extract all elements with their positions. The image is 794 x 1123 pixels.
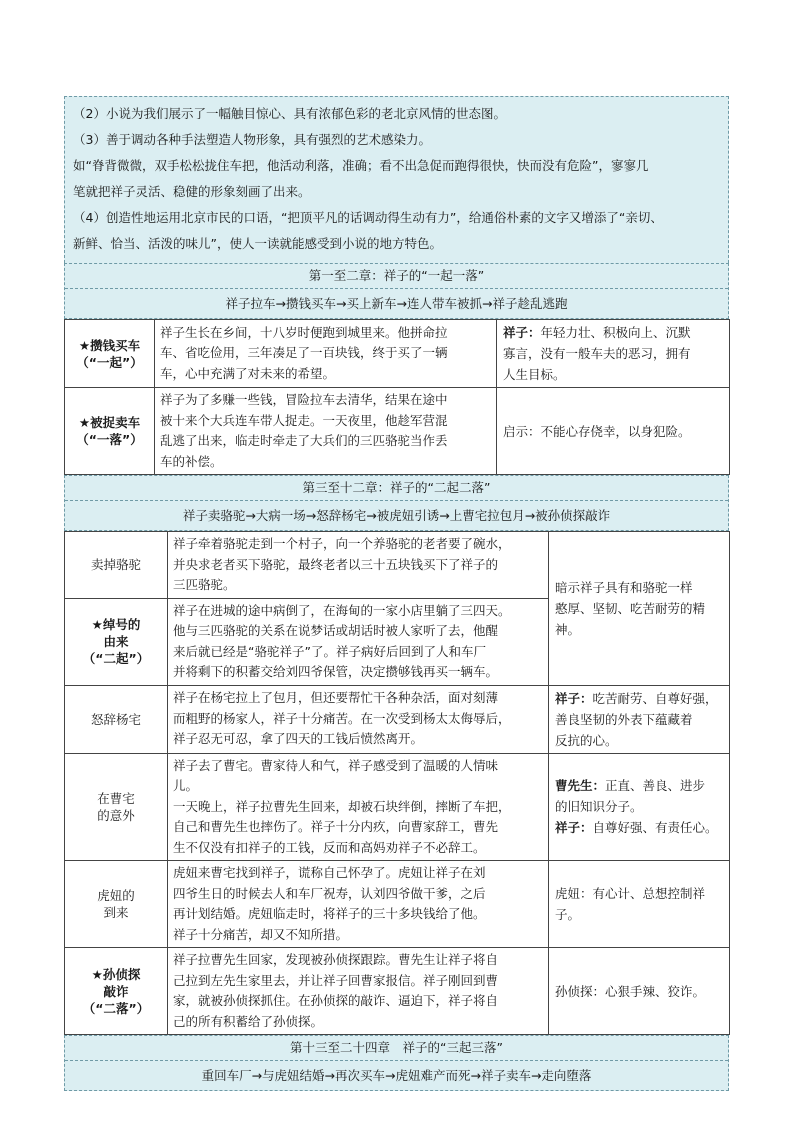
part1-header (64, 263, 729, 319)
feature-3-example-line2: 笔就把祥子灵活、稳健的形象刻画了出来。 (73, 184, 311, 199)
row-title (65, 598, 168, 685)
row-title (65, 388, 155, 475)
note-line: 憨厚、坚韧、吃苦耐劳的精 (555, 600, 706, 616)
table-row (65, 948, 730, 1035)
row-title-line: 的意外 (97, 807, 135, 823)
row-title: 怒辞杨宅 (65, 685, 168, 753)
note-line: 暗示祥子具有和骆驼一样 (555, 579, 693, 595)
note-line: 神。 (555, 621, 581, 637)
row-title-line: （“二起”） (82, 651, 150, 666)
art-features-section (64, 96, 729, 263)
content-line: 乱逃了出来，临走时牵走了大兵们的三匹骆驼当作丢 (160, 433, 448, 448)
table-row (65, 753, 730, 861)
row-note (497, 320, 730, 388)
feature-4-line1: （4）创造性地运用北京市民的口语，“把顶平凡的话调动得生动有力”，给通俗朴素的文字又增添了“亲切、 (73, 210, 663, 225)
content-line: 而粗野的杨家人，祥子十分痛苦。在一次受到杨太太侮辱后， (173, 710, 511, 726)
content-line: 并央求老者买下骆驼，最终老者以三十五块钱买下了祥子的 (173, 556, 499, 572)
note-line (503, 322, 723, 343)
content-line: 车、省吃俭用，三年凑足了一百块钱，终于买了一辆 (160, 345, 448, 361)
note-line: 反抗的心。 (555, 732, 618, 748)
row-title-line: 虎妞的 (97, 888, 135, 903)
content-line: 祥子在杨宅拉上了包月，但还要帮忙干各种杂活，面对刻薄 (173, 690, 499, 706)
feature-4-line2: 新鲜、恰当、活泼的味儿”，使人一读就能感受到小说的地方特色。 (73, 236, 442, 251)
content-line: 三匹骆驼。 (173, 577, 236, 592)
row-title: 卖掉骆驼 (65, 532, 168, 599)
note-text: 吃苦耐劳、自尊好强， (592, 690, 718, 706)
part2-title: 第三至十二章：祥子的“二起二落” (65, 476, 728, 501)
content-line: 车的补偿。 (160, 453, 223, 469)
row-title-line: ★绰号的 (91, 617, 141, 632)
table-row (65, 532, 730, 599)
row-content (168, 685, 549, 753)
part2-table (64, 531, 730, 1035)
content-line: 祥子生长在乡间，十八岁时便跑到城里来。他拼命拉 (160, 324, 448, 340)
content-line: 他与三匹骆驼的关系在说梦话或胡话时被人家听了去，他醒 (173, 623, 499, 638)
content-line: 生不仅没有扣祥子的工钱，反而和高妈劝祥子不必辞工。 (173, 839, 486, 855)
row-content (155, 388, 497, 475)
feature-3-example-line1: 如“脊背微微，双手松松拢住车把，他活动利落，准确；看不出急促而跑得很快，快而没有危险”，寥寥几 (73, 158, 649, 173)
row-title (65, 861, 168, 948)
row-note (549, 861, 730, 948)
row-content (168, 753, 549, 861)
content-line: 虎妞来曹宅找到祥子，谎称自己怀孕了。虎妞让祥子在刘 (173, 865, 486, 880)
note-line: 子。 (555, 907, 581, 922)
note-line: 的旧知识分子。 (555, 799, 643, 815)
content-line: 被十来个大兵连车带人捉走。一天夜里，他趁军营混 (160, 412, 448, 428)
row-content (168, 532, 549, 599)
row-title-line: ★孙侦探 (91, 966, 141, 982)
note-text: 年轻力壮、积极向上、沉默 (540, 325, 691, 340)
note-line (555, 775, 723, 796)
table-row (65, 861, 730, 948)
note-line: 寡言，没有一般车夫的恶习，拥有 (503, 346, 691, 361)
content-line: 祥子去了曹宅。曹家待人和气，祥子感受到了温暖的人情味 (173, 757, 499, 773)
feature-3: （3）善于调动各种手法塑造人物形象，具有强烈的艺术感染力。 (73, 132, 431, 147)
content-line: 来后就已经是“骆驼祥子”了。祥子病好后回到了人和车厂 (173, 643, 486, 659)
row-title-line: ★攒钱买车 (78, 337, 141, 353)
part1-plot-flow: 祥子拉车→攒钱买车→买上新车→连人带车被抓→祥子趁乱逃跑 (225, 296, 568, 311)
note-line: 虎妞：有心计、总想控制祥 (555, 886, 706, 901)
table-row (65, 320, 730, 388)
note-line: 善良坚韧的外表下蕴藏着 (555, 711, 693, 727)
part3-title: 第十三至二十四章 祥子的“三起三落” (65, 1036, 728, 1061)
content-line: 儿。 (173, 778, 199, 793)
row-note: 启示：不能心存侥幸，以身犯险。 (497, 388, 730, 475)
table-row (65, 685, 730, 753)
table-row (65, 388, 730, 475)
row-title-line: ★被捉卖车 (78, 415, 141, 430)
row-title-line: （“一落”） (76, 432, 143, 447)
note-line (555, 688, 723, 709)
note-line: 人生目标。 (503, 367, 566, 382)
part1-title: 第一至二章：祥子的“一起一落” (65, 264, 728, 289)
content-line: 车，心中充满了对未来的希望。 (160, 365, 336, 381)
row-note (549, 532, 730, 686)
row-title-line: 敲诈 (103, 983, 129, 999)
part2-header (64, 475, 729, 531)
content-line: 并将剩下的积蓄交给刘四爷保管，决定攒够钱再买一辆车。 (173, 664, 499, 679)
row-title-line: （“二落”） (82, 1000, 150, 1016)
row-content (168, 861, 549, 948)
content-line: 己的所有积蓄给了孙侦探。 (173, 1013, 324, 1029)
content-line: 己拉到左先生家里去，并让祥子回曹家报信。祥子刚回到曹 (173, 972, 499, 988)
feature-2: （2）小说为我们展示了一幅触目惊心、具有浓郁色彩的老北京风情的世态图。 (73, 106, 506, 121)
content-line: 一天晚上，祥子拉曹先生回来，却被石块绊倒，摔断了车把， (173, 798, 511, 814)
row-title (65, 948, 168, 1035)
part3-header (64, 1035, 729, 1091)
row-title (65, 320, 155, 388)
note-key: 祥子： (555, 690, 593, 706)
content-line: 家，就被孙侦探抓住。在孙侦探的敲诈、逼迫下，祥子将自 (173, 993, 499, 1008)
note-line (555, 817, 723, 838)
part2-plot-flow: 祥子卖骆驼→大病一场→怒辞杨宅→被虎妞引诱→上曹宅拉包月→被孙侦探敲诈 (182, 508, 611, 523)
row-title-line: 到来 (103, 905, 129, 920)
row-title (65, 753, 168, 861)
note-key: 曹先生： (555, 778, 606, 794)
content-line: 祥子牵着骆驼走到一个村子，向一个养骆驼的老者要了碗水， (173, 536, 511, 551)
content-line: 祥子忍无可忍，拿了四天的工钱后愤然离开。 (173, 731, 424, 747)
row-title-line: 由来 (103, 634, 129, 649)
row-note (549, 753, 730, 861)
row-note: 孙侦探：心狠手辣、狡诈。 (549, 948, 730, 1035)
part3-plot-flow: 重回车厂→与虎妞结婚→再次买车→虎妞难产而死→祥子卖车→走向堕落 (201, 1068, 592, 1083)
row-title-line: 在曹宅 (97, 790, 135, 806)
content-line: 再计划结婚。虎妞临走时，将祥子的三十多块钱给了他。 (173, 906, 486, 921)
row-content (168, 948, 549, 1035)
part1-table (64, 319, 730, 475)
outline-sheet (64, 96, 729, 1091)
row-content (155, 320, 497, 388)
content-line: 祥子在进城的途中病倒了，在海甸的一家小店里躺了三四天。 (173, 602, 511, 618)
note-text: 正直、善良、进步 (605, 778, 706, 794)
content-line: 祥子十分痛苦，却又不知所措。 (173, 926, 349, 942)
content-line: 祥子拉曹先生回家，发现被孙侦探跟踪。曹先生让祥子将自 (173, 952, 499, 967)
note-key: 祥子： (555, 820, 593, 836)
note-key: 祥子： (503, 325, 541, 340)
note-text: 自尊好强、有责任心。 (592, 820, 718, 836)
content-line: 四爷生日的时候去人和车厂祝寿，认刘四爷做干爹，之后 (173, 885, 486, 901)
content-line: 祥子为了多赚一些钱，冒险拉车去清华，结果在途中 (160, 392, 448, 407)
row-note (549, 685, 730, 753)
content-line: 自己和曹先生也摔伤了。祥子十分内疚，向曹家辞工，曹先 (173, 819, 499, 834)
row-content (168, 598, 549, 685)
row-title-line: （“一起”） (76, 354, 143, 370)
